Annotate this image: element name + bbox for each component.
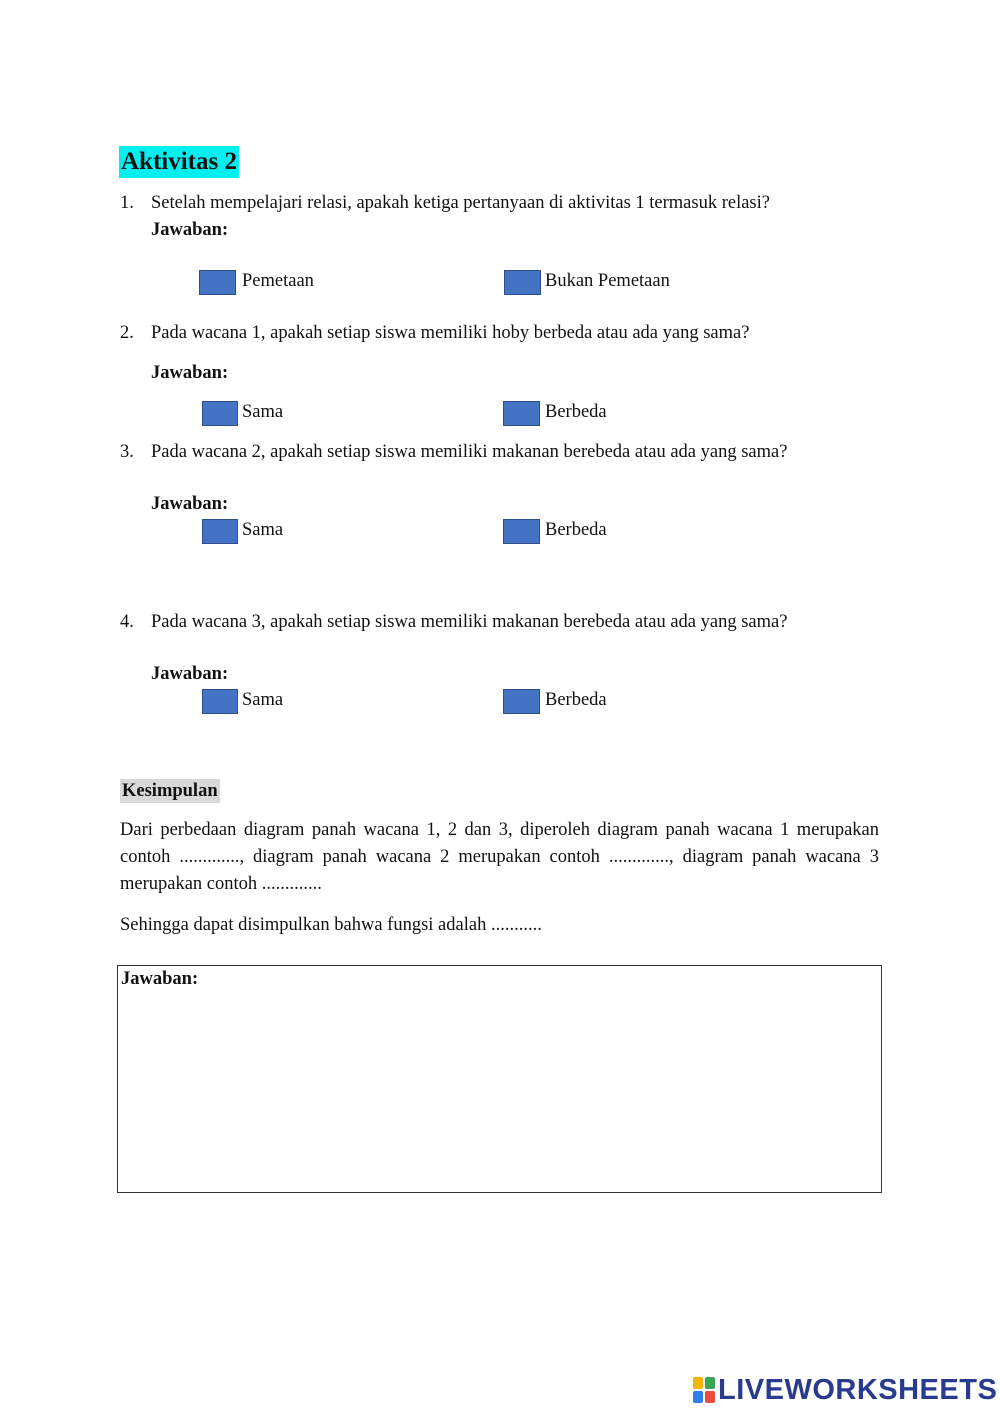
question-2-answer-label: Jawaban:	[151, 363, 229, 383]
conclusion-answer-label: Jawaban:	[121, 969, 199, 989]
question-4	[120, 610, 787, 634]
question-1-text: Setelah mempelajari relasi, apakah ketiga pertanyaan di aktivitas 1 termasuk relasi?	[151, 193, 770, 213]
question-1-option-2-label: Bukan Pemetaan	[545, 271, 670, 291]
question-1-option-1-checkbox[interactable]	[199, 270, 236, 295]
question-2-option-1-checkbox[interactable]	[202, 401, 238, 426]
question-4-answer-label: Jawaban:	[151, 664, 229, 684]
question-2-text: Pada wacana 1, apakah setiap siswa memiliki hoby berbeda atau ada yang sama?	[151, 323, 750, 343]
question-1-answer-label: Jawaban:	[151, 220, 229, 240]
question-1-option-2-checkbox[interactable]	[504, 270, 541, 295]
page-title: Aktivitas 2	[119, 146, 239, 178]
question-2	[120, 321, 749, 345]
question-3	[120, 440, 787, 464]
question-4-option-1-checkbox[interactable]	[202, 689, 238, 714]
conclusion-summary: Sehingga dapat disimpulkan bahwa fungsi adalah ...........	[120, 915, 542, 935]
conclusion-answer-box[interactable]	[117, 965, 882, 1193]
liveworksheets-logo	[693, 1374, 997, 1406]
question-3-text: Pada wacana 2, apakah setiap siswa memiliki makanan berebeda atau ada yang sama?	[151, 442, 788, 462]
question-3-option-1-label: Sama	[242, 520, 284, 540]
question-1-option-1-label: Pemetaan	[242, 271, 314, 291]
question-3-answer-label: Jawaban:	[151, 494, 229, 514]
question-3-option-2-label: Berbeda	[545, 520, 607, 540]
question-1	[120, 191, 770, 215]
liveworksheets-logo-text: LIVEWORKSHEETS	[718, 1373, 998, 1406]
question-3-option-1-checkbox[interactable]	[202, 519, 238, 544]
question-2-option-2-checkbox[interactable]	[503, 401, 540, 426]
question-3-option-2-checkbox[interactable]	[503, 519, 540, 544]
conclusion-heading: Kesimpulan	[122, 781, 218, 801]
question-4-option-1-label: Sama	[242, 690, 284, 710]
question-4-option-2-checkbox[interactable]	[503, 689, 540, 714]
question-2-option-2-label: Berbeda	[545, 402, 607, 422]
question-4-number: 4.	[120, 612, 134, 632]
conclusion-paragraph: Dari perbedaan diagram panah wacana 1, 2 dan 3, diperoleh diagram panah wacana 1 merupakan contoh ............., diagram panah wacana 2 merupakan contoh ............., diagram panah wacana 3 merupakan contoh .............	[120, 820, 879, 894]
question-2-number: 2.	[120, 323, 134, 343]
liveworksheets-logo-icon	[693, 1377, 715, 1403]
question-3-number: 3.	[120, 442, 134, 462]
question-1-number: 1.	[120, 193, 134, 213]
question-4-text: Pada wacana 3, apakah setiap siswa memiliki makanan berebeda atau ada yang sama?	[151, 612, 788, 632]
question-2-option-1-label: Sama	[242, 402, 284, 422]
question-4-option-2-label: Berbeda	[545, 690, 607, 710]
